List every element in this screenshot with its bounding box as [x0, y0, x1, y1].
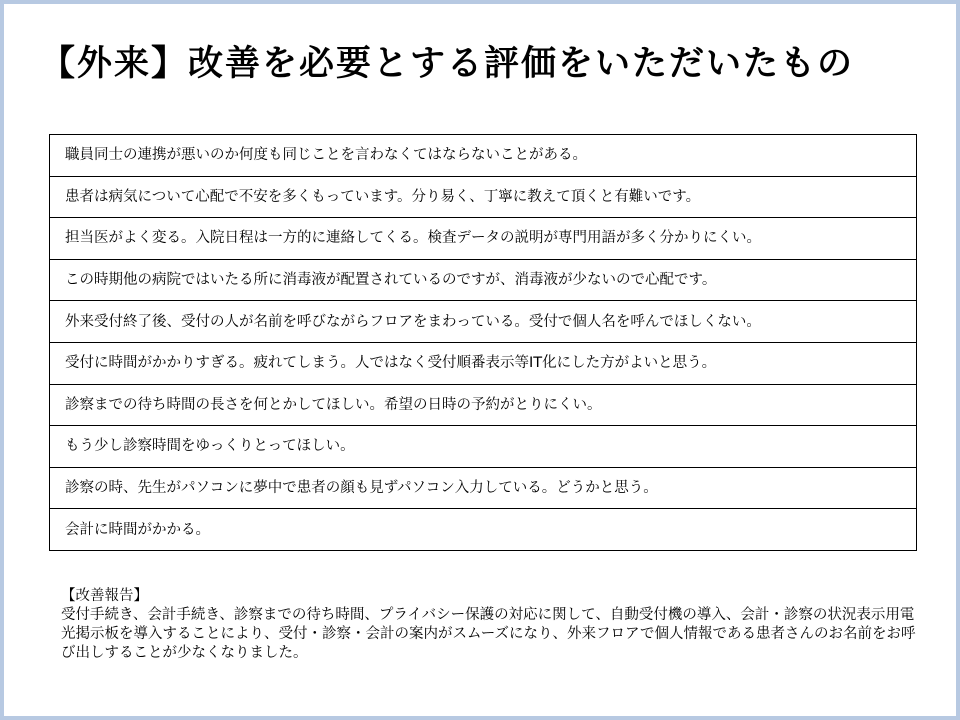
feedback-cell: この時期他の病院ではいたる所に消毒液が配置されているのですが、消毒液が少ないので心配です。 — [50, 259, 917, 301]
feedback-cell: 職員同士の連携が悪いのか何度も同じことを言わなくてはならないことがある。 — [50, 135, 917, 177]
feedback-table — [49, 134, 917, 551]
report-heading: 【改善報告】 — [61, 588, 148, 604]
table-row — [50, 467, 917, 509]
table-row — [50, 176, 917, 218]
table-row — [50, 426, 917, 468]
feedback-cell: 外来受付終了後、受付の人が名前を呼びながらフロアをまわっている。受付で個人名を呼んでほしくない。 — [50, 301, 917, 343]
table-row — [50, 384, 917, 426]
feedback-cell: 診察までの待ち時間の長さを何とかしてほしい。希望の日時の予約がとりにくい。 — [50, 384, 917, 426]
table-row — [50, 342, 917, 384]
feedback-cell: 患者は病気について心配で不安を多くもっています。分り易く、丁寧に教えて頂くと有難いです。 — [50, 176, 917, 218]
table-row — [50, 259, 917, 301]
feedback-cell: 担当医がよく変る。入院日程は一方的に連絡してくる。検査データの説明が専門用語が多く分かりにくい。 — [50, 218, 917, 260]
feedback-cell: 会計に時間がかかる。 — [50, 509, 917, 551]
feedback-cell: 診察の時、先生がパソコンに夢中で患者の顔も見ずパソコン入力している。どうかと思う。 — [50, 467, 917, 509]
page-title: 【外来】改善を必要とする評価をいただいたもの — [40, 44, 855, 84]
improvement-report — [61, 587, 921, 663]
table-row — [50, 135, 917, 177]
feedback-cell: もう少し診察時間をゆっくりとってほしい。 — [50, 426, 917, 468]
table-row — [50, 218, 917, 260]
table-row — [50, 509, 917, 551]
feedback-cell: 受付に時間がかかりすぎる。疲れてしまう。人ではなく受付順番表示等IT化にした方がよいと思う。 — [50, 342, 917, 384]
table-row — [50, 301, 917, 343]
report-body: 受付手続き、会計手続き、診察までの待ち時間、プライバシー保護の対応に関して、自動受付機の導入、会計・診察の状況表示用電光掲示板を導入することにより、受付・診察・会計の案内がスムーズになり、外来フロアで個人情報である患者さんのお名前をお呼び出しすることが少なくなりました。 — [61, 607, 916, 661]
